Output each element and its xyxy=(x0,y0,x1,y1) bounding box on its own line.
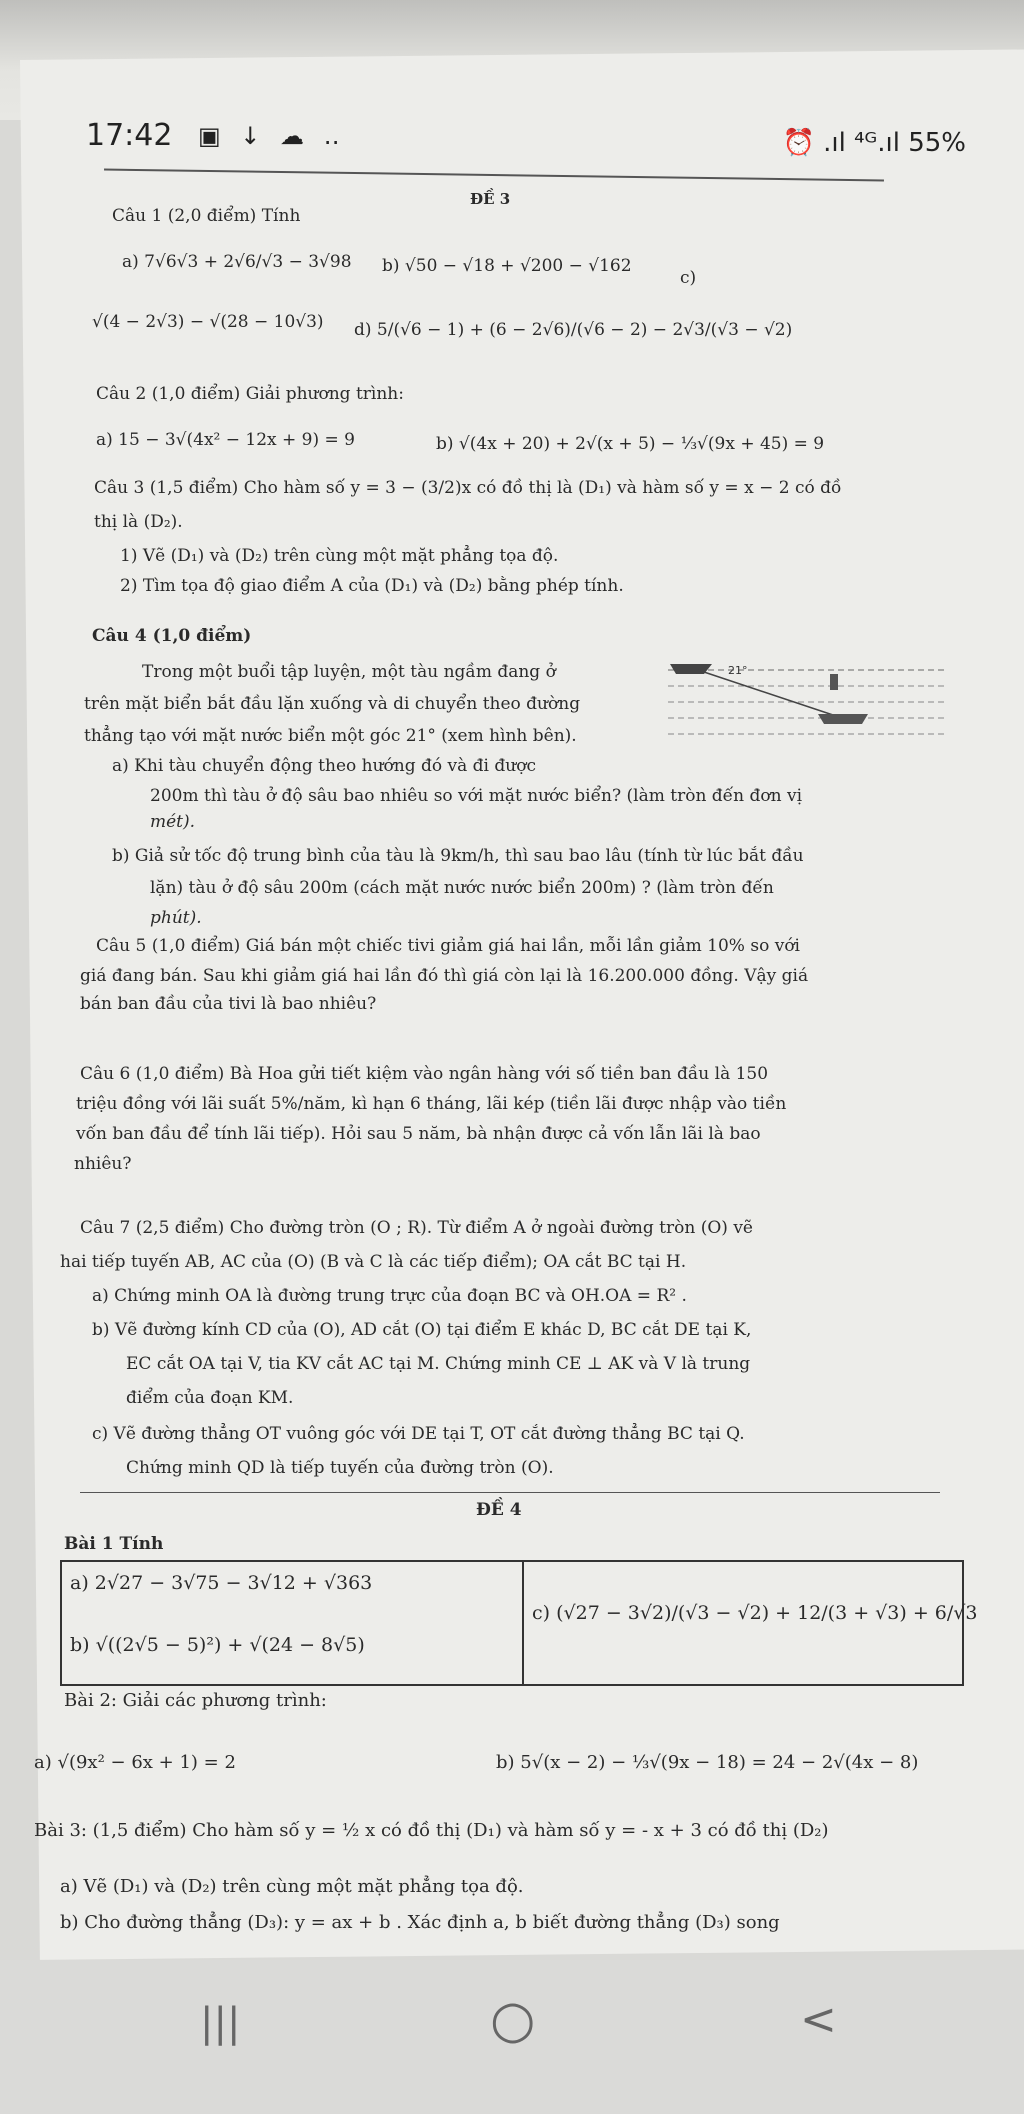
c5-line-1: Câu 5 (1,0 điểm) Giá bán một chiếc tivi giảm giá hai lần, mỗi lần giảm 10% so với xyxy=(96,936,800,956)
home-button[interactable]: ○ xyxy=(490,1990,536,2050)
c7-line-2: hai tiếp tuyến AB, AC của (O) (B và C là các tiếp điểm); OA cắt BC tại H. xyxy=(60,1252,687,1272)
c7-part-b-2: EC cắt OA tại V, tia KV cắt AC tại M. Chứng minh CE ⊥ AK và V là trung xyxy=(126,1354,751,1374)
c5-line-3: bán ban đầu của tivi là bao nhiêu? xyxy=(80,994,377,1014)
b2-part-a: a) √(9x² − 6x + 1) = 2 xyxy=(34,1752,236,1773)
c6-line-2: triệu đồng với lãi suất 5%/năm, kì hạn 6 tháng, lãi kép (tiền lãi được nhập vào tiền xyxy=(76,1094,787,1114)
de4-title: ĐỀ 4 xyxy=(476,1500,522,1520)
c7-part-b-1: b) Vẽ đường kính CD của (O), AD cắt (O) tại điểm E khác D, BC cắt DE tại K, xyxy=(92,1320,752,1340)
c1-part-c-expr: √(4 − 2√3) − √(28 − 10√3) xyxy=(92,312,324,332)
c4-part-b-3: phút). xyxy=(150,908,202,928)
c7-part-c-1: c) Vẽ đường thẳng OT vuông góc với DE tại T, OT cắt đường thẳng BC tại Q. xyxy=(92,1424,745,1444)
c4-line-1: Trong một buổi tập luyện, một tàu ngầm đang ở xyxy=(142,662,556,682)
b1-part-a: a) 2√27 − 3√75 − 3√12 + √363 xyxy=(70,1572,373,1594)
c1-heading: Câu 1 (2,0 điểm) Tính xyxy=(112,206,301,226)
c6-line-1: Câu 6 (1,0 điểm) Bà Hoa gửi tiết kiệm vào ngân hàng với số tiền ban đầu là 150 xyxy=(80,1064,769,1084)
c4-line-3: thẳng tạo với mặt nước biển một góc 21° (xem hình bên). xyxy=(84,726,577,746)
table-divider xyxy=(522,1562,524,1684)
c7-part-b-3: điểm của đoạn KM. xyxy=(126,1388,294,1408)
c6-line-3: vốn ban đầu để tính lãi tiếp). Hỏi sau 5 năm, bà nhận được cả vốn lẫn lãi là bao xyxy=(76,1124,761,1144)
b3-heading: Bài 3: (1,5 điểm) Cho hàm số y = ½ x có đồ thị (D₁) và hàm số y = - x + 3 có đồ thị (D₂) xyxy=(34,1820,829,1841)
c4-part-a-1: a) Khi tàu chuyển động theo hướng đó và đi được xyxy=(112,756,536,776)
section-divider xyxy=(80,1492,940,1493)
c4-part-a-3: mét). xyxy=(150,812,196,832)
c7-part-c-2: Chứng minh QD là tiếp tuyến của đường tròn (O). xyxy=(126,1458,554,1478)
status-icons: ▣ ↓ ☁ ‥ xyxy=(198,122,346,150)
c1-part-c: c) xyxy=(680,268,697,288)
status-battery: ⏰ .ıl ⁴ᴳ.ıl 55% xyxy=(782,128,966,158)
c5-line-2: giá đang bán. Sau khi giảm giá hai lần đó thì giá còn lại là 16.200.000 đồng. Vậy giá xyxy=(80,966,809,986)
c2-part-b: b) √(4x + 20) + 2√(x + 5) − ⅓√(9x + 45) = 9 xyxy=(436,434,825,454)
android-navigation-bar xyxy=(0,1960,1024,2114)
c1-part-b: b) √50 − √18 + √200 − √162 xyxy=(382,256,632,276)
c3-item-1: 1) Vẽ (D₁) và (D₂) trên cùng một mặt phẳng tọa độ. xyxy=(120,546,559,566)
c4-part-b-1: b) Giả sử tốc độ trung bình của tàu là 9km/h, thì sau bao lâu (tính từ lúc bắt đầu xyxy=(112,846,804,866)
recents-button[interactable]: ||| xyxy=(200,2000,241,2046)
photo-status-bar xyxy=(86,118,966,174)
b2-heading: Bài 2: Giải các phương trình: xyxy=(64,1690,327,1711)
c4-heading: Câu 4 (1,0 điểm) xyxy=(92,626,252,646)
b3-part-b: b) Cho đường thẳng (D₃): y = ax + b . Xác định a, b biết đường thẳng (D₃) song xyxy=(60,1912,780,1933)
c6-line-4: nhiêu? xyxy=(74,1154,132,1174)
b2-part-b: b) 5√(x − 2) − ⅓√(9x − 18) = 24 − 2√(4x − 8) xyxy=(496,1752,919,1773)
c7-line-1: Câu 7 (2,5 điểm) Cho đường tròn (O ; R). Từ điểm A ở ngoài đường tròn (O) vẽ xyxy=(80,1218,753,1238)
c4-part-a-2: 200m thì tàu ở độ sâu bao nhiêu so với mặt nước biển? (làm tròn đến đơn vị xyxy=(150,786,803,806)
c1-part-d: d) 5/(√6 − 1) + (6 − 2√6)/(√6 − 2) − 2√3/(√3 − √2) xyxy=(354,320,793,340)
b1-heading: Bài 1 Tính xyxy=(64,1534,164,1554)
de3-title: ĐỀ 3 xyxy=(470,190,511,208)
c4-part-b-2: lặn) tàu ở độ sâu 200m (cách mặt nước nước biển 200m) ? (làm tròn đến xyxy=(150,878,774,898)
c4-line-2: trên mặt biển bắt đầu lặn xuống và di chuyển theo đường xyxy=(84,694,581,714)
back-button[interactable]: < xyxy=(800,1994,837,2045)
b1-part-b: b) √((2√5 − 5)²) + √(24 − 8√5) xyxy=(70,1634,365,1656)
b1-part-c: c) (√27 − 3√2)/(√3 − √2) + 12/(3 + √3) + 6/√3 xyxy=(532,1602,978,1624)
c2-heading: Câu 2 (1,0 điểm) Giải phương trình: xyxy=(96,384,404,404)
c2-part-a: a) 15 − 3√(4x² − 12x + 9) = 9 xyxy=(96,430,355,450)
c3-heading: Câu 3 (1,5 điểm) Cho hàm số y = 3 − (3/2)x có đồ thị là (D₁) và hàm số y = x − 2 có đồ xyxy=(94,478,842,498)
b1-table xyxy=(60,1560,978,1686)
status-time: 17:42 xyxy=(86,118,173,153)
c3-heading-cont: thị là (D₂). xyxy=(94,512,183,532)
angle-label: 21° xyxy=(728,664,748,677)
submarine-diagram xyxy=(668,660,948,740)
c7-part-a: a) Chứng minh OA là đường trung trực của đoạn BC và OH.OA = R² . xyxy=(92,1286,687,1306)
b3-part-a: a) Vẽ (D₁) và (D₂) trên cùng một mặt phẳng tọa độ. xyxy=(60,1876,524,1897)
c3-item-2: 2) Tìm tọa độ giao điểm A của (D₁) và (D₂) bằng phép tính. xyxy=(120,576,624,596)
c1-part-a: a) 7√6√3 + 2√6/√3 − 3√98 xyxy=(122,252,352,272)
